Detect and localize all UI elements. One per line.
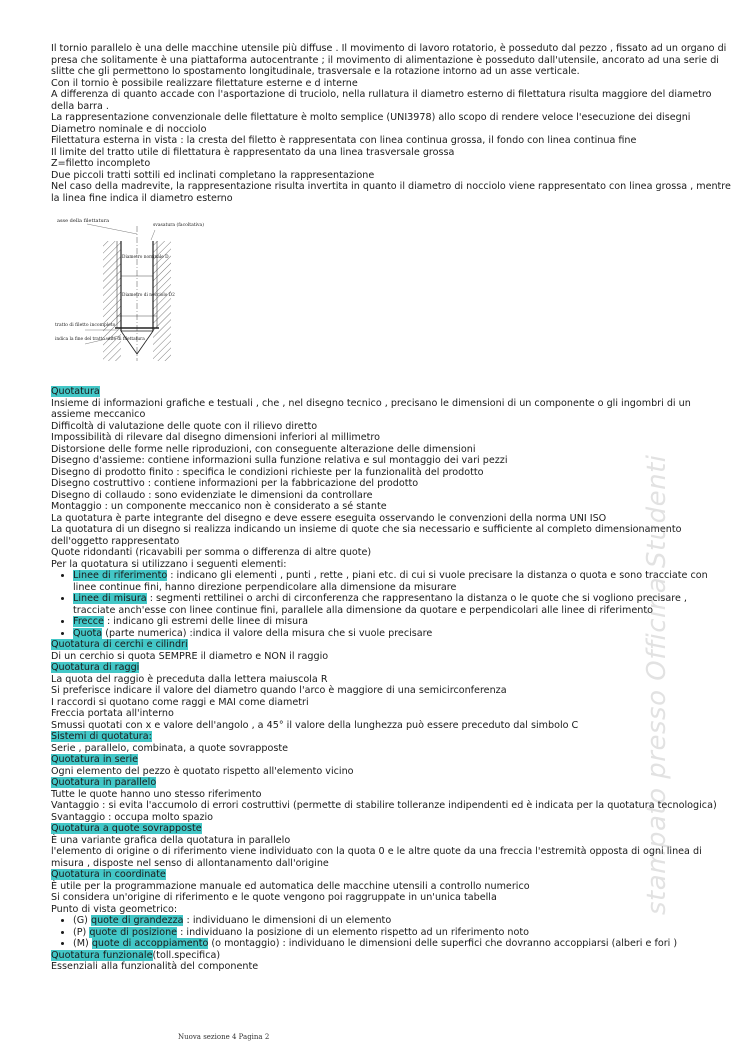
section-heading-line	[51, 639, 731, 651]
paragraph: Nel caso della madrevite, la rappresentazione risulta invertita in quanto il diametro di nocciolo viene rappresentato con linea grossa , mentre la linea fine indica il diametro esterno	[51, 181, 731, 204]
item-desc: : individuano la posizione di un elemento rispetto ad un riferimento noto	[177, 926, 529, 938]
item-term: Frecce	[73, 616, 104, 627]
section-heading: Quotatura in coordinate	[51, 869, 166, 880]
paragraph: Vantaggio : si evita l'accumolo di errori costruttivi (permette di stabilire tolleranze indipendenti ed è indicata per la quotatura tecnologica)	[51, 800, 717, 811]
paragraph: Di un cerchio si quota SEMPRE il diametro e NON il raggio	[51, 650, 329, 662]
paragraph: Con il tornio è possibile realizzare filettature esterne e d interne	[51, 77, 358, 89]
section-heading: Quotatura di cerchi e cilindri	[51, 639, 188, 650]
section-heading-line	[51, 950, 731, 962]
paragraph: La quotatura di un disegno si realizza indicando un insieme di quote che sia necessario e sufficiente al completo dimensionamento dell'oggetto rappresentato	[51, 524, 682, 547]
bullet-list	[51, 570, 731, 639]
paragraph: Due piccoli tratti sottili ed inclinati completano la rappresentazione	[51, 169, 375, 181]
paragraph: Disegno di collaudo : sono evidenziate le dimensioni da controllare	[51, 489, 373, 501]
paragraph: Il limite del tratto utile di filettatura è rappresentato da una linea trasversale grossa	[51, 146, 455, 158]
label-axis: asse della filettatura	[57, 218, 110, 224]
list-item	[73, 938, 731, 950]
label-nominal: Diametro nominale D	[122, 255, 169, 260]
section-heading-line	[51, 869, 731, 881]
section-heading: Sistemi di quotatura:	[51, 731, 152, 742]
paragraph: Smussi quotati con x e valore dell'angolo , a 45° il valore della lunghezza può essere preceduto dal simbolo C	[51, 719, 579, 731]
paragraph: Disegno d'assieme: contiene informazioni sulla funzione relativa e sul montaggio dei vari pezzi	[51, 455, 508, 466]
paragraph: La quotatura è parte integrante del disegno e deve essere eseguita osservando le convenzioni della norma UNI ISO	[51, 512, 607, 524]
list-item	[73, 616, 731, 628]
paragraph: Diametro nominale e di nocciolo	[51, 123, 207, 135]
item-term: Linee di misura	[73, 593, 147, 604]
paragraph: Disegno costruttivo : contiene informazioni per la fabbricazione del prodotto	[51, 478, 419, 489]
section-heading-line	[51, 823, 731, 835]
item-desc: : individuano le dimensioni di un elemento	[183, 915, 392, 926]
paragraph: Essenziali alla funzionalità del componente	[51, 961, 259, 972]
list-item	[73, 570, 731, 593]
paragraph: Impossibilità di rilevare dal disegno dimensioni inferiori al millimetro	[51, 432, 381, 443]
section-heading: Quotatura	[51, 386, 100, 397]
paragraph: La rappresentazione convenzionale delle filettature è molto semplice (UNI3978) allo scopo di rendere veloce l'esecuzione dei disegni	[51, 112, 691, 123]
list-item	[73, 593, 731, 616]
paragraph: Si preferisce indicare il valore del diametro quando l'arco è maggiore di una semicirconferenza	[51, 685, 507, 696]
item-term: Quota	[73, 627, 103, 639]
paragraph: Insieme di informazioni grafiche e testuali , che , nel disegno tecnico , precisano le dimensioni di un componente o gli ingombri di un assieme meccanico	[51, 397, 691, 420]
item-desc: : segmenti rettilinei o archi di circonferenza che rappresentano la distanza o le quote che si vogliono precisare , tracciate anch'esse con linee continue fini, parallele alla dimensione da quotare e perpendicolari alle linee di riferimento	[73, 593, 687, 616]
item-term: quote di posizione	[89, 926, 178, 938]
paragraph: È una variante grafica della quotatura in parallelo	[51, 834, 291, 846]
paragraph: Il tornio parallelo è una delle macchine utensile più diffuse . Il movimento di lavoro rotatorio, è posseduto dal pezzo , fissato ad un organo di presa che solitamente è una piattaforma autocentrante ; il movimento di alimentazione è posseduto dall'utensile, ancorato ad una serie di slitte che gli permettono lo spostamento longitudinale, trasversale e la rotazione intorno ad un asse verticale.	[51, 43, 727, 77]
section-heading-line	[51, 777, 731, 789]
paragraph: Tutte le quote hanno uno stesso riferimento	[51, 788, 262, 800]
paragraph: Difficoltà di valutazione delle quote con il rilievo diretto	[51, 420, 318, 432]
paragraph: Freccia portata all'interno	[51, 708, 174, 719]
list-item	[73, 628, 731, 640]
paragraph: I raccordi si quotano come raggi e MAI come diametri	[51, 696, 309, 708]
watermark: stampato presso Officina Studenti	[642, 454, 672, 915]
paragraph: Filettatura esterna in vista : la cresta del filetto è rappresentata con linea continua grossa, il fondo con linea continua fine	[51, 135, 637, 146]
item-desc: : indicano gli estremi delle linee di misura	[103, 616, 308, 627]
item-prefix: (P)	[73, 926, 90, 938]
paragraph: Si considera un'origine di riferimento e le quote vengono poi raggruppate in un'unica tabella	[51, 892, 497, 903]
label-incomplete: tratto di filetto incompleto	[55, 323, 116, 328]
paragraph: l'elemento di origine o di riferimento viene individuato con la quota 0 e le altre quote da una freccia l'estremità opposta di ogni linea di misura , disposte nel senso di allontanamento dall'origine	[51, 846, 702, 869]
section-heading: Quotatura di raggi	[51, 662, 140, 673]
section-heading-line	[51, 731, 731, 743]
heading-suffix: (toll.specifica)	[152, 949, 221, 961]
item-desc: (o montaggio) : individuano le dimensioni delle superfici che dovranno accoppiarsi (alberi e fori )	[208, 938, 678, 949]
section-heading: Quotatura funzionale	[51, 949, 153, 961]
item-desc: : indicano gli elementi , punti , rette , piani etc. di cui si vuole precisare la distanza o quota e sono tracciate con linee continue fini, hanno direzione perpendicolare alla dimensione da misurare	[73, 570, 708, 593]
paragraph: Quote ridondanti (ricavabili per somma o differenza di altre quote)	[51, 547, 372, 558]
paragraph: Distorsione delle forme nelle riproduzioni, con conseguente alterazione delle dimensioni	[51, 443, 476, 455]
label-groove: svasatura (facoltativa)	[153, 223, 204, 228]
paragraph: La quota del raggio è preceduta dalla lettera maiuscola R	[51, 673, 328, 685]
paragraph: Ogni elemento del pezzo è quotato rispetto all'elemento vicino	[51, 765, 354, 777]
intro-section	[51, 43, 731, 204]
list-item	[73, 915, 731, 927]
label-core: Diametro di nocciolo D2	[122, 293, 175, 298]
thread-figure	[55, 216, 204, 366]
paragraph: Punto di vista geometrico:	[51, 903, 178, 915]
paragraph: Z=filetto incompleto	[51, 158, 151, 169]
paragraph: Per la quotatura si utilizzano i seguenti elementi:	[51, 558, 287, 570]
label-end: indica la fine del tratto utile di filettatura	[55, 337, 145, 342]
section-heading: Quotatura in serie	[51, 754, 139, 765]
thread-drawing	[55, 216, 204, 366]
section-heading-line	[51, 386, 731, 398]
paragraph: Montaggio : un componente meccanico non è considerato a sé stante	[51, 501, 387, 512]
page-footer: Nuova sezione 4 Pagina 2	[178, 1033, 270, 1041]
item-term: quote di accoppiamento	[91, 938, 209, 949]
sections	[51, 386, 731, 973]
paragraph: A differenza di quanto accade con l'asportazione di truciolo, nella rullatura il diametro esterno di filettatura risulta maggiore del diametro della barra .	[51, 89, 712, 112]
bullet-list	[51, 915, 731, 950]
item-term: Linee di riferimento	[73, 570, 168, 581]
section-heading-line	[51, 662, 731, 674]
section-heading: Quotatura in parallelo	[51, 777, 157, 788]
list-item	[73, 927, 731, 939]
item-desc: (parte numerica) :indica il valore della misura che si vuole precisare	[102, 627, 433, 639]
section-heading: Quotatura a quote sovrapposte	[51, 823, 202, 834]
paragraph: È utile per la programmazione manuale ed automatica delle macchine utensili a controllo numerico	[51, 880, 530, 892]
paragraph: Disegno di prodotto finito : specifica le condizioni richieste per la funzionalità del prodotto	[51, 466, 484, 478]
item-prefix: (G)	[73, 915, 91, 926]
item-term: quote di grandezza	[90, 915, 184, 926]
paragraph: Svantaggio : occupa molto spazio	[51, 811, 214, 823]
page-content	[51, 43, 731, 973]
paragraph: Serie , parallelo, combinata, a quote sovrapposte	[51, 742, 289, 754]
section-heading-line	[51, 754, 731, 766]
item-prefix: (M)	[73, 938, 92, 949]
